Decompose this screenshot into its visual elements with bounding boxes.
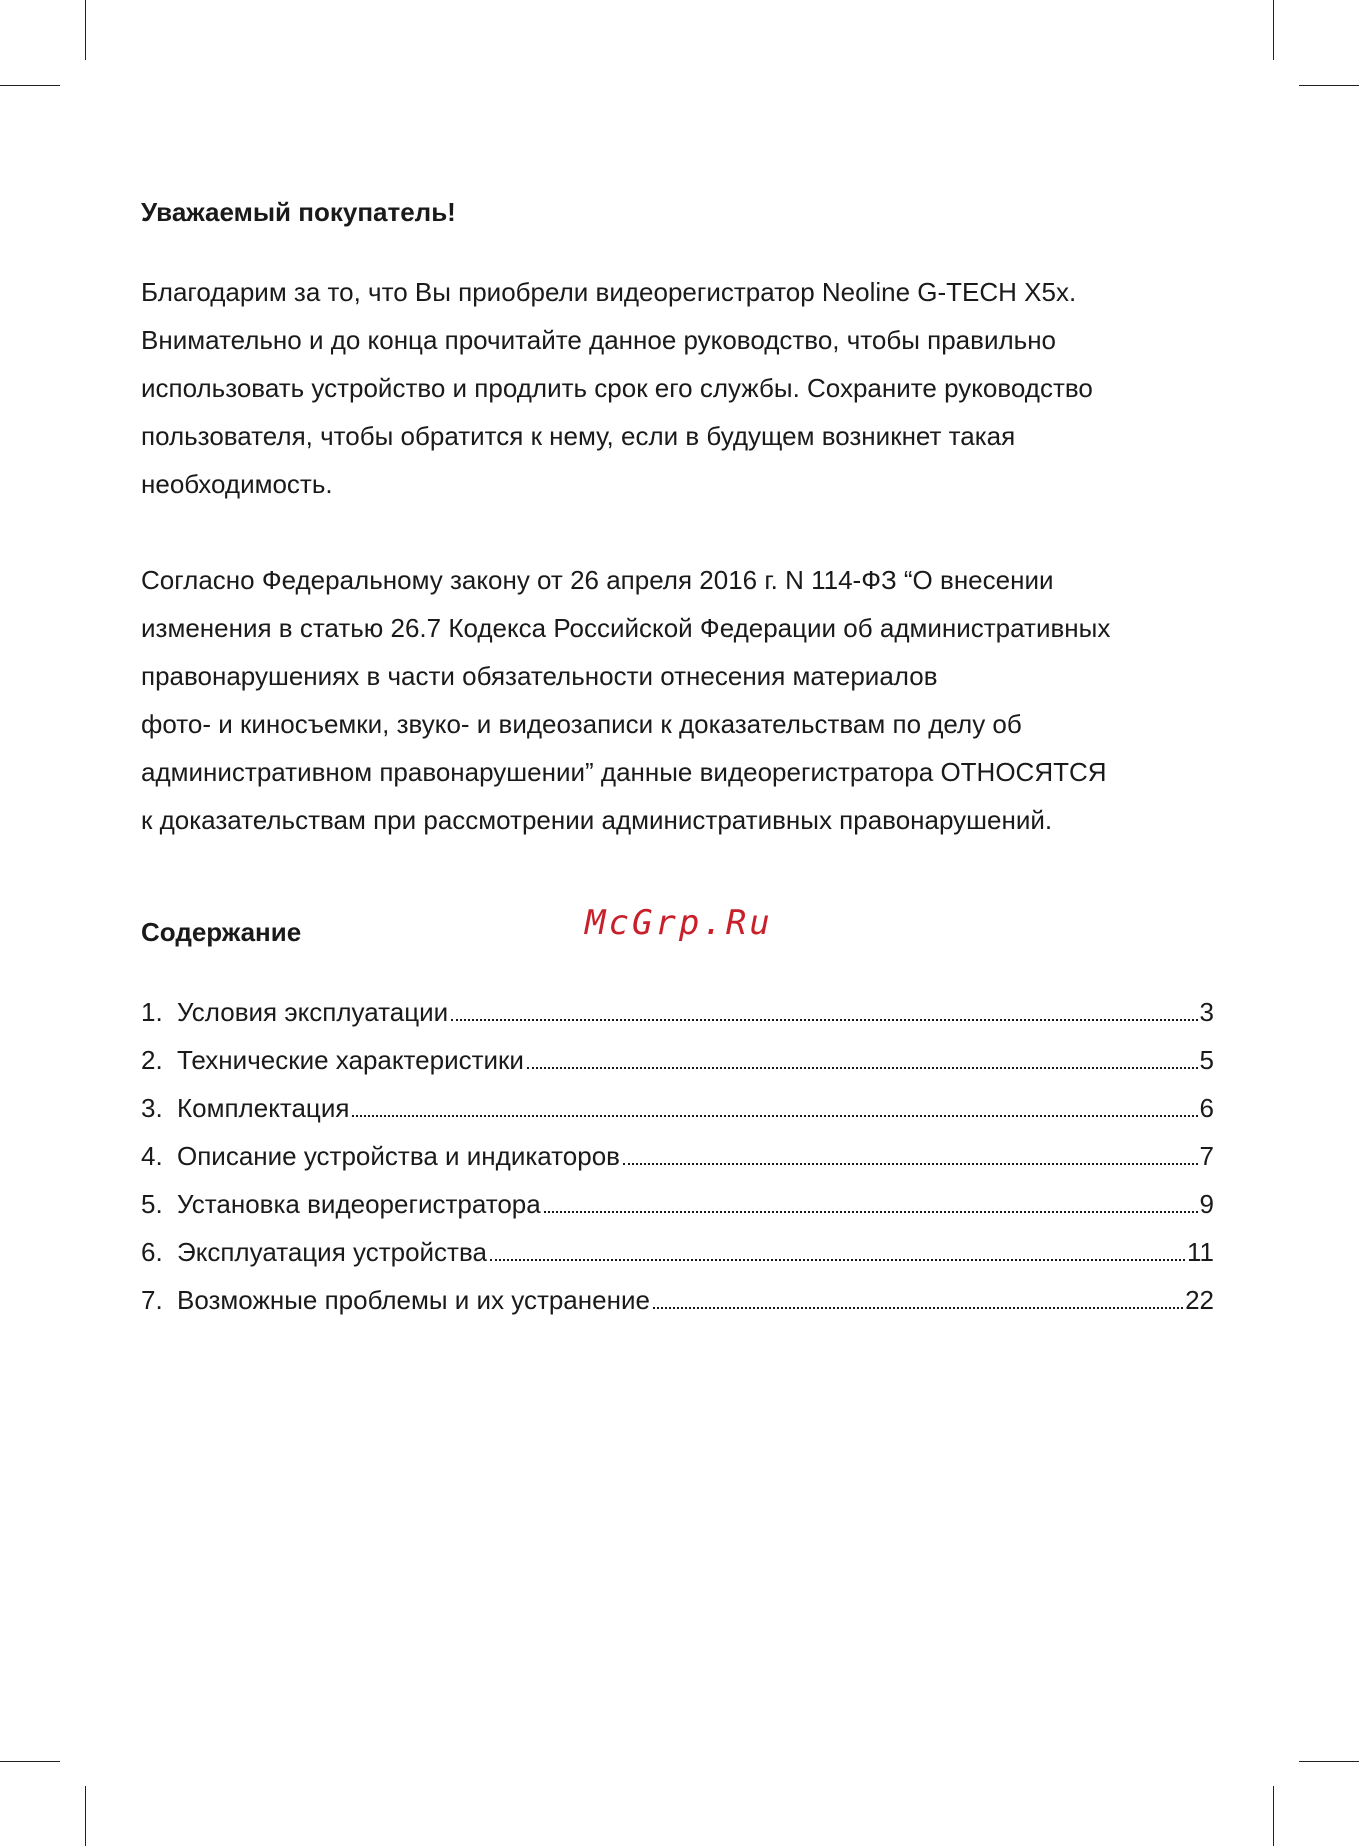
crop-mark — [1299, 1761, 1359, 1762]
table-of-contents — [141, 988, 1214, 1324]
crop-mark — [85, 0, 86, 60]
toc-number: 4. — [141, 1141, 163, 1171]
toc-number: 7. — [141, 1285, 163, 1315]
toc-leader-dots — [527, 1067, 1198, 1069]
toc-entry-3[interactable] — [141, 1084, 1214, 1132]
toc-title: Условия эксплуатации — [177, 997, 449, 1027]
toc-title: Эксплуатация устройства — [177, 1237, 487, 1267]
toc-page-number: 5 — [1199, 1045, 1214, 1075]
toc-number: 1. — [141, 997, 163, 1027]
toc-entry-6[interactable] — [141, 1228, 1214, 1276]
toc-page-number: 3 — [1199, 997, 1214, 1027]
toc-title: Технические характеристики — [177, 1045, 524, 1075]
crop-mark — [0, 85, 60, 86]
toc-page-number: 11 — [1187, 1237, 1214, 1267]
law-line: административном правонарушении” данные видеорегистратора ОТНОСЯТСЯ — [141, 757, 1107, 787]
intro-line: Благодарим за то, что Вы приобрели видеорегистратор Neoline G-TECH X5x. — [141, 277, 1077, 307]
toc-number: 2. — [141, 1045, 163, 1075]
toc-entry-7[interactable] — [141, 1276, 1214, 1324]
law-line: изменения в статью 26.7 Кодекса Российской Федерации об административных — [141, 613, 1111, 643]
toc-number: 6. — [141, 1237, 163, 1267]
crop-mark — [1299, 85, 1359, 86]
toc-title: Описание устройства и индикаторов — [177, 1141, 620, 1171]
toc-number: 3. — [141, 1093, 163, 1123]
crop-mark — [85, 1786, 86, 1846]
law-paragraph — [141, 556, 1221, 844]
letter-body — [141, 180, 1221, 844]
toc-page-number: 9 — [1199, 1189, 1214, 1219]
toc-entry-5[interactable] — [141, 1180, 1214, 1228]
intro-line: необходимость. — [141, 469, 333, 499]
toc-heading: Содержание — [141, 917, 302, 947]
toc-entry-4[interactable] — [141, 1132, 1214, 1180]
toc-entry-1[interactable] — [141, 988, 1214, 1036]
intro-line: Внимательно и до конца прочитайте данное руководство, чтобы правильно — [141, 325, 1057, 355]
intro-line: использовать устройство и продлить срок его службы. Сохраните руководство — [141, 373, 1093, 403]
toc-page-number: 6 — [1199, 1093, 1214, 1123]
crop-mark — [0, 1761, 60, 1762]
law-line: фото- и киносъемки, звуко- и видеозаписи к доказательствам по делу об — [141, 709, 1022, 739]
toc-leader-dots — [352, 1115, 1197, 1117]
law-line: правонарушениях в части обязательности отнесения материалов — [141, 661, 938, 691]
toc-page-number: 7 — [1199, 1141, 1214, 1171]
law-line: Согласно Федеральному закону от 26 апреля 2016 г. N 114-ФЗ “О внесении — [141, 565, 1054, 595]
toc-leader-dots — [490, 1259, 1185, 1261]
toc-title: Комплектация — [177, 1093, 350, 1123]
toc-title: Возможные проблемы и их устранение — [177, 1285, 650, 1315]
law-line: к доказательствам при рассмотрении административных правонарушений. — [141, 805, 1053, 835]
toc-page-number: 22 — [1185, 1285, 1214, 1315]
toc-leader-dots — [451, 1019, 1197, 1021]
intro-line: пользователя, чтобы обратится к нему, если в будущем возникнет такая — [141, 421, 1016, 451]
toc-number: 5. — [141, 1189, 163, 1219]
toc-leader-dots — [544, 1211, 1198, 1213]
watermark-text: McGrp.Ru — [585, 903, 773, 943]
intro-paragraph — [141, 268, 1221, 508]
greeting-heading: Уважаемый покупатель! — [141, 197, 456, 227]
toc-entry-2[interactable] — [141, 1036, 1214, 1084]
toc-leader-dots — [623, 1163, 1198, 1165]
toc-title: Установка видеорегистратора — [177, 1189, 541, 1219]
crop-mark — [1273, 0, 1274, 60]
crop-mark — [1273, 1786, 1274, 1846]
toc-leader-dots — [653, 1307, 1183, 1309]
